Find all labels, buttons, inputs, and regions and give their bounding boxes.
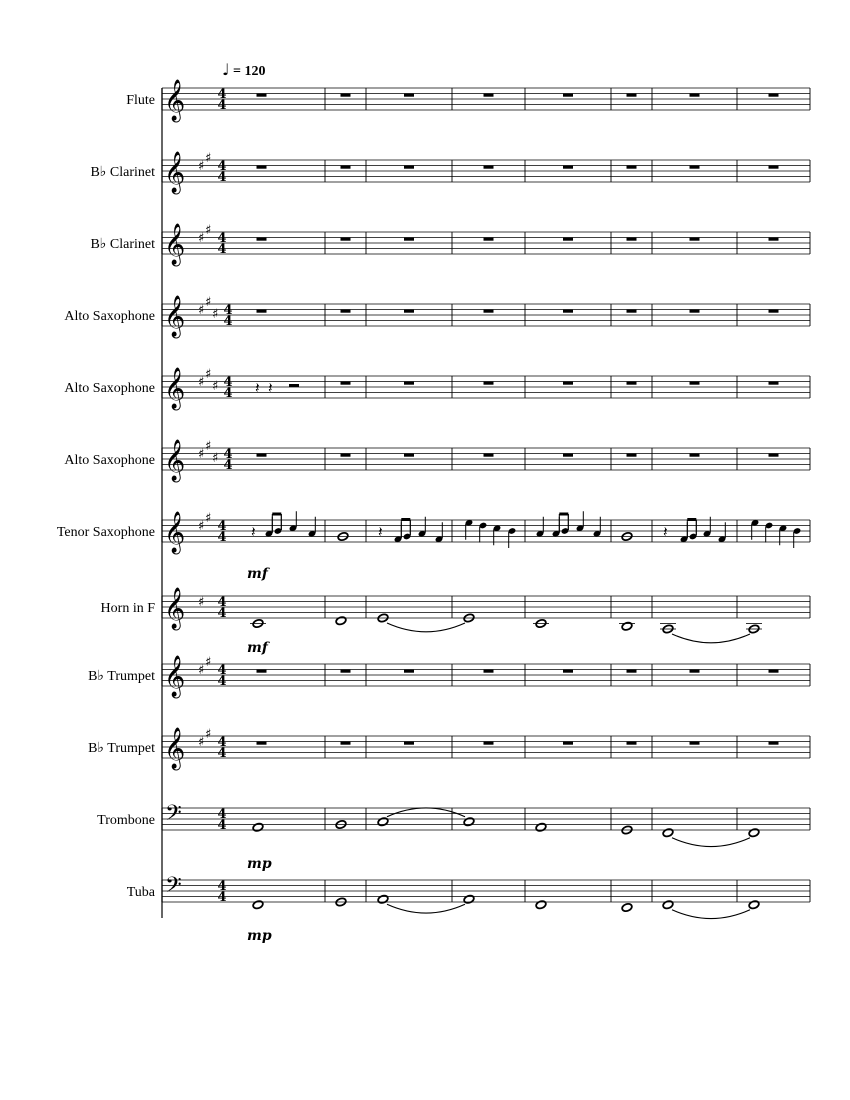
whole-rest bbox=[484, 166, 494, 169]
quarter-rest: 𝄽 bbox=[663, 523, 668, 541]
whole-rest bbox=[341, 94, 351, 97]
whole-rest bbox=[690, 742, 700, 745]
key-sharp-icon: ♯ bbox=[205, 222, 212, 238]
instrument-name: Horn in F bbox=[100, 601, 155, 616]
staff-9 bbox=[88, 655, 810, 698]
whole-rest bbox=[563, 382, 573, 385]
whole-note bbox=[463, 894, 475, 904]
instrument-name: B♭ Clarinet bbox=[90, 237, 155, 252]
treble-clef-icon: 𝄞 bbox=[164, 512, 186, 553]
instrument-name: Flute bbox=[126, 93, 155, 108]
whole-rest bbox=[484, 238, 494, 241]
staff-10 bbox=[88, 727, 810, 770]
key-sharp-icon: ♯ bbox=[198, 375, 205, 390]
instrument-name: B♭ Trumpet bbox=[88, 669, 155, 684]
bass-clef-icon: 𝄢 bbox=[165, 801, 182, 831]
time-signature-top: 4 bbox=[217, 735, 227, 750]
key-sharp-icon: ♯ bbox=[198, 231, 205, 246]
whole-rest bbox=[404, 742, 414, 745]
key-sharp-icon: ♯ bbox=[205, 366, 212, 382]
key-sharp-icon: ♯ bbox=[198, 663, 205, 678]
treble-clef-icon: 𝄞 bbox=[164, 728, 186, 769]
whole-rest bbox=[341, 670, 351, 673]
time-signature-top: 4 bbox=[217, 663, 227, 678]
whole-rest bbox=[404, 670, 414, 673]
whole-rest bbox=[404, 382, 414, 385]
whole-rest bbox=[563, 454, 573, 457]
dynamic-marking: mf bbox=[247, 640, 268, 656]
key-sharp-icon: ♯ bbox=[205, 510, 212, 526]
half-rest bbox=[289, 384, 299, 387]
whole-rest bbox=[484, 454, 494, 457]
dynamic-marking: mp bbox=[247, 928, 272, 944]
instrument-name: Alto Saxophone bbox=[64, 309, 155, 324]
whole-note bbox=[335, 616, 347, 626]
staff-1 bbox=[126, 79, 810, 122]
key-sharp-icon: ♯ bbox=[205, 726, 212, 742]
whole-rest bbox=[563, 310, 573, 313]
whole-rest bbox=[690, 94, 700, 97]
whole-rest bbox=[257, 238, 267, 241]
whole-note bbox=[463, 817, 475, 827]
time-signature-top: 4 bbox=[217, 879, 227, 894]
time-signature-bottom: 4 bbox=[217, 170, 227, 185]
tie bbox=[387, 623, 465, 632]
time-signature-top: 4 bbox=[223, 303, 233, 318]
whole-rest bbox=[690, 310, 700, 313]
whole-rest bbox=[257, 166, 267, 169]
time-signature-top: 4 bbox=[223, 375, 233, 390]
instrument-name: B♭ Clarinet bbox=[90, 165, 155, 180]
time-signature-bottom: 4 bbox=[223, 458, 233, 473]
whole-note bbox=[748, 900, 760, 910]
tie bbox=[672, 634, 750, 643]
whole-rest bbox=[484, 670, 494, 673]
whole-rest bbox=[341, 166, 351, 169]
whole-rest bbox=[627, 166, 637, 169]
quarter-rest: 𝄽 bbox=[255, 379, 260, 397]
tempo-note-glyph: ♩ bbox=[222, 60, 230, 79]
time-signature-top: 4 bbox=[217, 519, 227, 534]
time-signature-top: 4 bbox=[217, 595, 227, 610]
whole-rest bbox=[690, 238, 700, 241]
tempo-marking bbox=[222, 60, 265, 79]
treble-clef-icon: 𝄞 bbox=[164, 588, 186, 629]
whole-rest bbox=[341, 382, 351, 385]
whole-rest bbox=[341, 454, 351, 457]
treble-clef-icon: 𝄞 bbox=[164, 440, 186, 481]
time-signature-bottom: 4 bbox=[217, 818, 227, 833]
whole-note bbox=[252, 822, 264, 832]
staff-6 bbox=[64, 439, 810, 482]
staff-11 bbox=[97, 801, 810, 872]
whole-rest bbox=[257, 742, 267, 745]
key-sharp-icon: ♯ bbox=[198, 159, 205, 174]
treble-clef-icon: 𝄞 bbox=[164, 656, 186, 697]
whole-note bbox=[377, 894, 389, 904]
whole-note bbox=[535, 900, 547, 910]
bass-clef-icon: 𝄢 bbox=[165, 873, 182, 903]
treble-clef-icon: 𝄞 bbox=[164, 296, 186, 337]
whole-rest bbox=[690, 382, 700, 385]
key-sharp-icon: ♯ bbox=[198, 519, 205, 534]
treble-clef-icon: 𝄞 bbox=[164, 224, 186, 265]
whole-rest bbox=[627, 94, 637, 97]
whole-rest bbox=[484, 94, 494, 97]
whole-rest bbox=[769, 382, 779, 385]
time-signature-bottom: 4 bbox=[217, 606, 227, 621]
key-sharp-icon: ♯ bbox=[212, 307, 219, 323]
whole-rest bbox=[257, 310, 267, 313]
key-sharp-icon: ♯ bbox=[205, 150, 212, 166]
whole-rest bbox=[769, 454, 779, 457]
whole-rest bbox=[563, 742, 573, 745]
staff-5 bbox=[64, 367, 810, 410]
whole-rest bbox=[341, 238, 351, 241]
staves-group bbox=[57, 79, 810, 944]
instrument-name: Trombone bbox=[97, 813, 155, 828]
time-signature-bottom: 4 bbox=[217, 746, 227, 761]
treble-clef-icon: 𝄞 bbox=[164, 368, 186, 409]
whole-note bbox=[252, 900, 264, 910]
whole-rest bbox=[627, 310, 637, 313]
dynamic-marking: mp bbox=[247, 856, 272, 872]
time-signature-top: 4 bbox=[217, 87, 227, 102]
whole-rest bbox=[627, 382, 637, 385]
time-signature-bottom: 4 bbox=[217, 674, 227, 689]
treble-clef-icon: 𝄞 bbox=[164, 152, 186, 193]
whole-rest bbox=[257, 670, 267, 673]
key-sharp-icon: ♯ bbox=[205, 294, 212, 310]
whole-rest bbox=[563, 166, 573, 169]
whole-rest bbox=[627, 454, 637, 457]
whole-rest bbox=[690, 454, 700, 457]
tie bbox=[672, 910, 750, 919]
key-sharp-icon: ♯ bbox=[212, 379, 219, 395]
instrument-name: Tenor Saxophone bbox=[56, 525, 155, 540]
whole-rest bbox=[404, 166, 414, 169]
whole-note bbox=[621, 903, 633, 913]
whole-rest bbox=[404, 94, 414, 97]
whole-rest bbox=[627, 670, 637, 673]
whole-rest bbox=[257, 94, 267, 97]
whole-rest bbox=[484, 382, 494, 385]
whole-rest bbox=[484, 310, 494, 313]
whole-rest bbox=[769, 94, 779, 97]
staff-7 bbox=[57, 511, 810, 582]
key-sharp-icon: ♯ bbox=[212, 451, 219, 467]
whole-note bbox=[662, 828, 674, 838]
staff-2 bbox=[90, 151, 810, 194]
whole-rest bbox=[404, 238, 414, 241]
whole-note bbox=[662, 900, 674, 910]
staff-4 bbox=[64, 295, 810, 338]
whole-rest bbox=[484, 742, 494, 745]
staff-12 bbox=[127, 873, 810, 944]
staff-8 bbox=[101, 587, 810, 656]
whole-rest bbox=[769, 238, 779, 241]
time-signature-bottom: 4 bbox=[223, 314, 233, 329]
quarter-rest: 𝄽 bbox=[268, 379, 273, 397]
key-sharp-icon: ♯ bbox=[205, 438, 212, 454]
dynamic-marking: mf bbox=[247, 566, 268, 582]
whole-rest bbox=[404, 454, 414, 457]
key-sharp-icon: ♯ bbox=[198, 735, 205, 750]
whole-rest bbox=[627, 238, 637, 241]
time-signature-top: 4 bbox=[223, 447, 233, 462]
whole-rest bbox=[769, 742, 779, 745]
whole-rest bbox=[627, 742, 637, 745]
time-signature-bottom: 4 bbox=[217, 242, 227, 257]
key-sharp-icon: ♯ bbox=[205, 654, 212, 670]
treble-clef-icon: 𝄞 bbox=[164, 80, 186, 121]
time-signature-bottom: 4 bbox=[217, 890, 227, 905]
whole-note bbox=[621, 621, 633, 631]
whole-rest bbox=[769, 670, 779, 673]
key-sharp-icon: ♯ bbox=[198, 303, 205, 318]
whole-note bbox=[535, 822, 547, 832]
whole-rest bbox=[690, 670, 700, 673]
key-sharp-icon: ♯ bbox=[198, 595, 205, 610]
whole-rest bbox=[690, 166, 700, 169]
tie bbox=[387, 808, 465, 817]
whole-rest bbox=[341, 310, 351, 313]
whole-rest bbox=[563, 94, 573, 97]
whole-note bbox=[748, 828, 760, 838]
instrument-name: B♭ Trumpet bbox=[88, 741, 155, 756]
instrument-name: Alto Saxophone bbox=[64, 381, 155, 396]
staff-3 bbox=[90, 223, 810, 266]
key-sharp-icon: ♯ bbox=[198, 447, 205, 462]
whole-note bbox=[377, 817, 389, 827]
tie bbox=[672, 838, 750, 847]
whole-rest bbox=[563, 238, 573, 241]
time-signature-bottom: 4 bbox=[217, 98, 227, 113]
quarter-rest: 𝄽 bbox=[378, 523, 383, 541]
whole-rest bbox=[341, 742, 351, 745]
time-signature-bottom: 4 bbox=[223, 386, 233, 401]
whole-rest bbox=[257, 454, 267, 457]
whole-rest bbox=[769, 166, 779, 169]
whole-rest bbox=[769, 310, 779, 313]
quarter-rest: 𝄽 bbox=[251, 523, 256, 541]
whole-rest bbox=[563, 670, 573, 673]
tie bbox=[387, 904, 465, 913]
whole-rest bbox=[404, 310, 414, 313]
instrument-name: Alto Saxophone bbox=[64, 453, 155, 468]
time-signature-bottom: 4 bbox=[217, 530, 227, 545]
time-signature-top: 4 bbox=[217, 231, 227, 246]
time-signature-top: 4 bbox=[217, 159, 227, 174]
time-signature-top: 4 bbox=[217, 807, 227, 822]
tempo-text: = 120 bbox=[233, 64, 266, 79]
instrument-name: Tuba bbox=[126, 885, 155, 900]
